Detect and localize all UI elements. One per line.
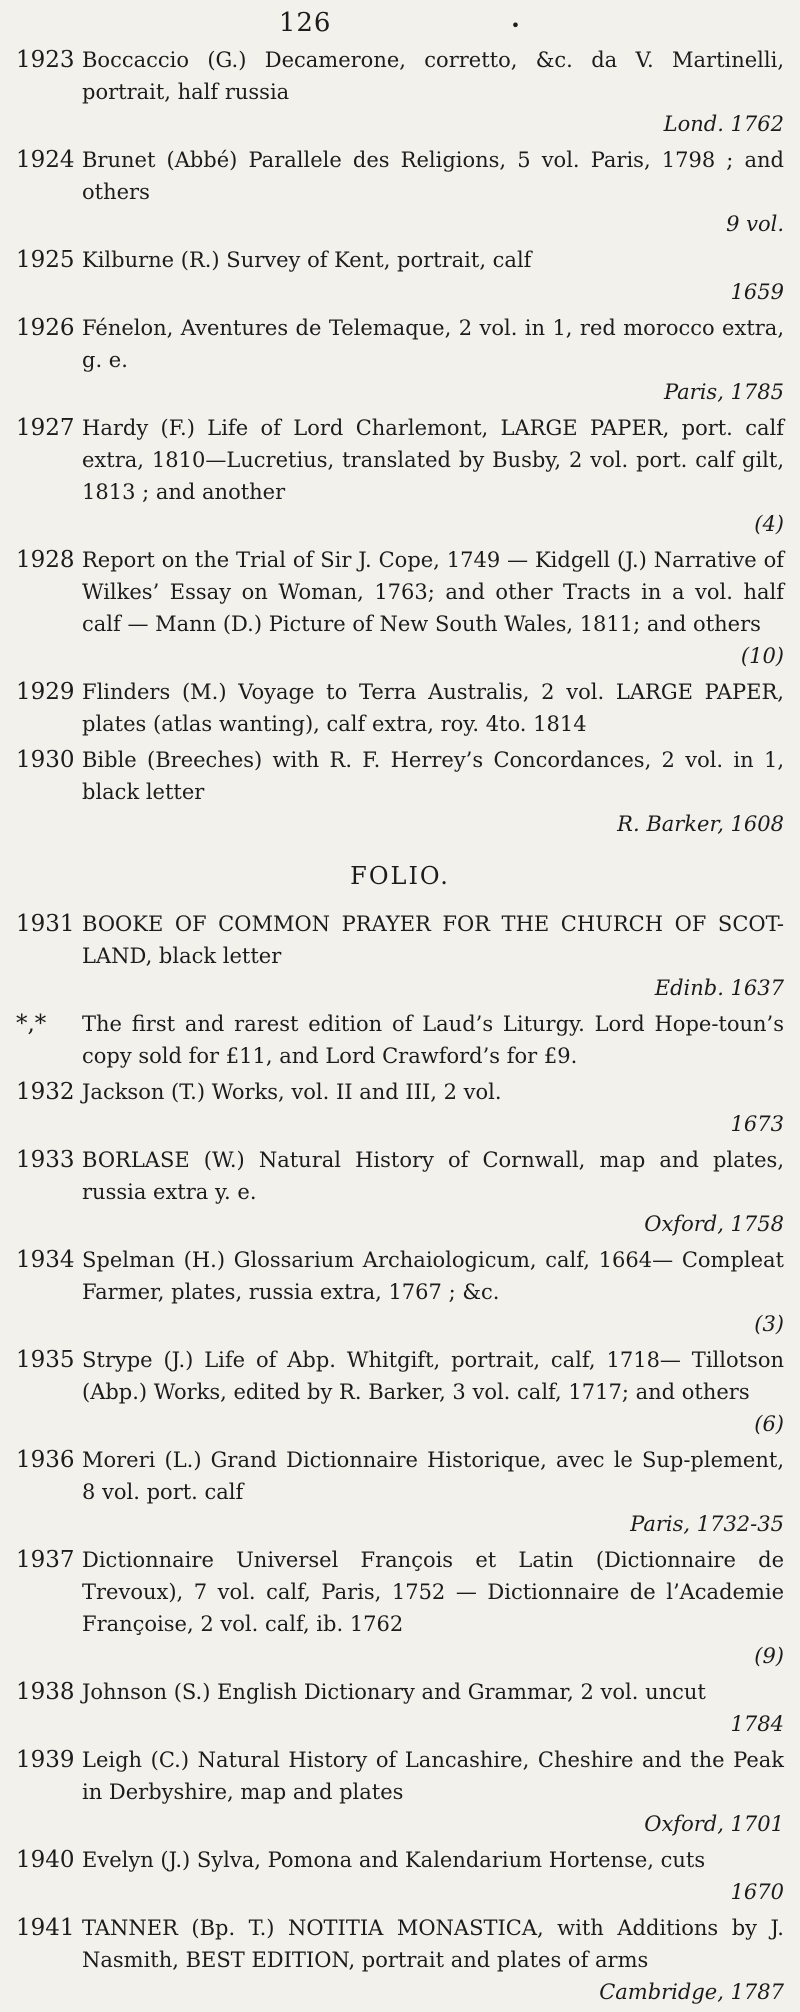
lot-number: 1926 xyxy=(16,315,75,341)
lot-imprint: (4) xyxy=(754,512,784,536)
lot-number: 1940 xyxy=(16,1847,75,1873)
lot-imprint: Paris, 1785 xyxy=(663,380,784,404)
lot-description: TANNER (Bp. T.) NOTITIA MONASTICA, with Additions by J. Nasmith, BEST EDITION, portrait and plates of arms xyxy=(82,1916,784,1972)
lot-number: 1929 xyxy=(16,679,75,705)
lot-imprint: Lond. 1762 xyxy=(663,112,784,136)
lot-description: Leigh (C.) Natural History of Lancashire, Cheshire and the Peak in Derbyshire, map and plates xyxy=(82,1748,784,1804)
lot-description-block xyxy=(82,744,784,840)
lot-imprint: (3) xyxy=(754,1312,784,1336)
lot-description: BORLASE (W.) Natural History of Cornwall, map and plates, russia extra y. e. xyxy=(82,1148,784,1204)
lot-description: Brunet (Abbé) Parallele des Religions, 5 vol. Paris, 1798 ; and others xyxy=(82,148,784,204)
lot-number: 1941 xyxy=(16,1915,75,1941)
catalogue-entry xyxy=(0,1544,800,1672)
lot-imprint: Oxford, 1758 xyxy=(644,1212,784,1236)
lot-description: Evelyn (J.) Sylva, Pomona and Kalendarium Hortense, cuts xyxy=(82,1848,706,1872)
lot-description: Fénelon, Aventures de Telemaque, 2 vol. in 1, red morocco extra, g. e. xyxy=(82,316,784,372)
lot-description-block xyxy=(82,1912,784,2008)
catalogue-entry xyxy=(0,1444,800,1540)
entries-list xyxy=(0,44,800,2012)
lot-description: Hardy (F.) Life of Lord Charlemont, LARGE PAPER, port. calf extra, 1810—Lucretius, translated by Busby, 2 vol. port. calf gilt, 1813 ; and another xyxy=(82,416,784,504)
catalogue-entry xyxy=(0,312,800,408)
catalogue-entry xyxy=(0,908,800,1004)
catalogue-entry xyxy=(0,1912,800,2008)
catalogue-entry xyxy=(0,1244,800,1340)
lot-description-block xyxy=(82,1344,784,1440)
lot-number: 1927 xyxy=(16,415,75,441)
lot-description-block xyxy=(82,44,784,140)
lot-number: 1924 xyxy=(16,147,75,173)
lot-description: Flinders (M.) Voyage to Terra Australis, 2 vol. LARGE PAPER, plates (atlas wanting), calf extra, roy. 4to. 1814 xyxy=(82,680,784,736)
lot-number: 1936 xyxy=(16,1447,75,1473)
lot-imprint: 1659 xyxy=(730,280,784,304)
octavo-entries xyxy=(0,44,800,840)
lot-description: Moreri (L.) Grand Dictionnaire Historique, avec le Sup-plement, 8 vol. port. calf xyxy=(82,1448,784,1504)
catalogue-entry xyxy=(0,544,800,672)
lot-number: 1930 xyxy=(16,747,75,773)
lot-description-block xyxy=(82,1076,784,1140)
lot-description-block xyxy=(82,144,784,240)
catalogue-entry xyxy=(0,144,800,240)
lot-description: The first and rarest edition of Laud’s Liturgy. Lord Hope-toun’s copy sold for £11, and Lord Crawford’s for £9. xyxy=(82,1012,784,1068)
lot-description: Johnson (S.) English Dictionary and Grammar, 2 vol. uncut xyxy=(82,1680,706,1704)
lot-description-block xyxy=(82,1844,784,1908)
lot-number: 1932 xyxy=(16,1079,75,1105)
lot-imprint: (6) xyxy=(754,1412,784,1436)
lot-description-block xyxy=(82,1744,784,1840)
catalogue-entry xyxy=(0,744,800,840)
lot-imprint: Oxford, 1701 xyxy=(644,1812,784,1836)
lot-number: 1935 xyxy=(16,1347,75,1373)
lot-description-block xyxy=(82,1008,784,1072)
lot-description-block xyxy=(82,244,784,308)
lot-imprint: 1784 xyxy=(730,1712,784,1736)
lot-imprint: Cambridge, 1787 xyxy=(599,1980,784,2004)
lot-number: 1934 xyxy=(16,1247,75,1273)
lot-description-block xyxy=(82,544,784,672)
catalogue-entry xyxy=(0,1144,800,1240)
lot-number: 1923 xyxy=(16,47,75,73)
lot-description-block xyxy=(82,908,784,1004)
catalogue-entry xyxy=(0,1744,800,1840)
catalogue-entry xyxy=(0,1676,800,1740)
lot-number: 1933 xyxy=(16,1147,75,1173)
lot-number: 1931 xyxy=(16,911,75,937)
page-number xyxy=(0,8,800,38)
lot-description-block xyxy=(82,1676,784,1740)
catalogue-entry xyxy=(0,1008,800,1072)
lot-description: Boccaccio (G.) Decamerone, corretto, &c. da V. Martinelli, portrait, half russia xyxy=(82,48,784,104)
lot-description: Bible (Breeches) with R. F. Herrey’s Concordances, 2 vol. in 1, black letter xyxy=(82,748,784,804)
lot-description-block xyxy=(82,1144,784,1240)
lot-description: BOOKE OF COMMON PRAYER FOR THE CHURCH OF SCOT-LAND, black letter xyxy=(82,912,784,968)
lot-description-block xyxy=(82,412,784,540)
lot-description: Strype (J.) Life of Abp. Whitgift, portrait, calf, 1718— Tillotson (Abp.) Works, edited by R. Barker, 3 vol. calf, 1717; and others xyxy=(82,1348,784,1404)
lot-description: Jackson (T.) Works, vol. II and III, 2 vol. xyxy=(82,1080,502,1104)
catalogue-entry xyxy=(0,1844,800,1908)
lot-description-block xyxy=(82,1244,784,1340)
catalogue-entry xyxy=(0,44,800,140)
lot-description-block xyxy=(82,1544,784,1672)
section-heading: FOLIO. xyxy=(350,862,450,890)
lot-imprint: Paris, 1732-35 xyxy=(630,1512,784,1536)
page-number-text: 126 xyxy=(278,8,332,38)
folio-entries xyxy=(0,908,800,2008)
lot-number: *,* xyxy=(16,1011,47,1037)
lot-number: 1928 xyxy=(16,547,75,573)
lot-description: Dictionnaire Universel François et Latin (Dictionnaire de Trevoux), 7 vol. calf, Paris, 1752 — Dictionnaire de l’Academie Françoise, 2 vol. calf, ib. 1762 xyxy=(82,1548,784,1636)
catalogue-entry xyxy=(0,412,800,540)
lot-description: Spelman (H.) Glossarium Archaiologicum, calf, 1664— Compleat Farmer, plates, russia extra, 1767 ; &c. xyxy=(82,1248,784,1304)
lot-imprint: (9) xyxy=(754,1644,784,1668)
lot-number: 1925 xyxy=(16,247,75,273)
lot-imprint: 9 vol. xyxy=(726,212,784,236)
lot-description-block xyxy=(82,1444,784,1540)
lot-description-block xyxy=(82,312,784,408)
catalogue-entry xyxy=(0,1076,800,1140)
lot-description: Kilburne (R.) Survey of Kent, portrait, calf xyxy=(82,248,532,272)
catalogue-entry xyxy=(0,1344,800,1440)
catalogue-entry xyxy=(0,244,800,308)
lot-number: 1937 xyxy=(16,1547,75,1573)
catalogue-entry xyxy=(0,676,800,740)
page-mark: • xyxy=(510,16,522,35)
lot-number: 1939 xyxy=(16,1747,75,1773)
lot-imprint: R. Barker, 1608 xyxy=(617,812,784,836)
lot-description-block xyxy=(82,676,784,740)
lot-imprint: Edinb. 1637 xyxy=(654,976,784,1000)
lot-imprint: 1670 xyxy=(730,1880,784,1904)
lot-description: Report on the Trial of Sir J. Cope, 1749 — Kidgell (J.) Narrative of Wilkes’ Essay on Woman, 1763; and other Tracts in a vol. half calf — Mann (D.) Picture of New South Wales, 1811; and others xyxy=(82,548,784,636)
lot-number: 1938 xyxy=(16,1679,75,1705)
lot-imprint: (10) xyxy=(740,644,784,668)
lot-imprint: 1673 xyxy=(730,1112,784,1136)
